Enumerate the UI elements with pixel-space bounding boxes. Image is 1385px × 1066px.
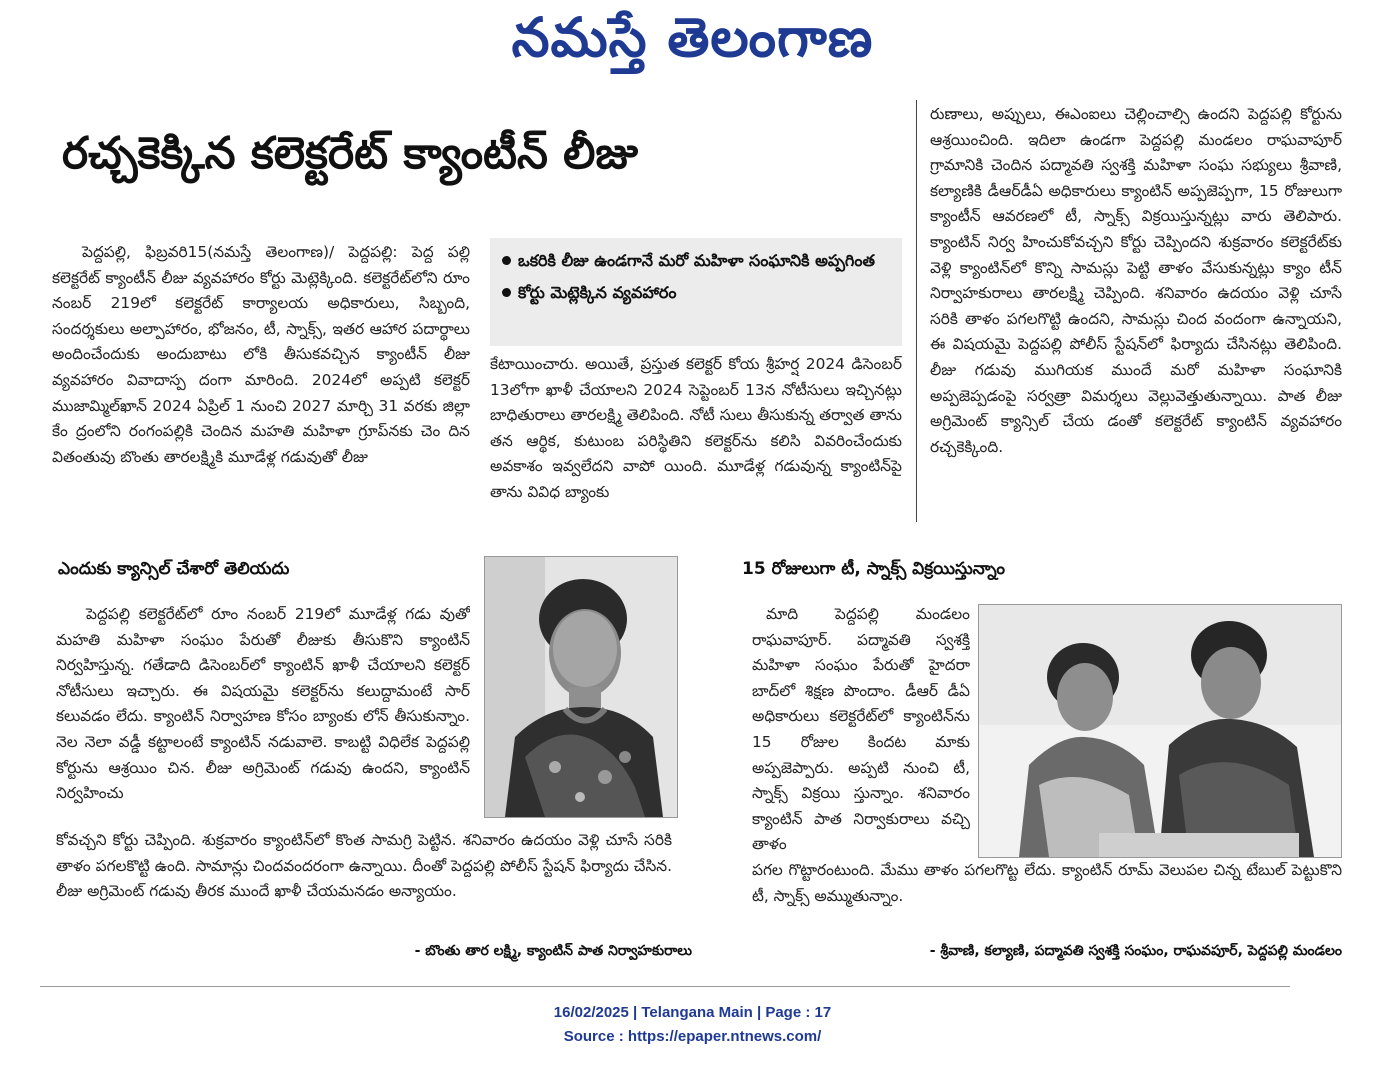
woman-portrait-image [485,557,677,817]
highlight-item [498,278,892,308]
divider [0,96,1385,97]
article-text: కేటాయించారు. అయితే, ప్రస్తుత కలెక్టర్ కోయ శ్రీహర్ష 2024 డిసెంబర్ 13లోగా ఖాళీ చేయాలని 2024 సెప్టెంబర్ 13న నోటీసులు ఇచ్చినట్లు బాధితురాలు తారలక్ష్మి తెలిపింది. నోటీ సులు తీసుకున్న తర్వాత తాను తన ఆర్థిక, కుటుంబ పరిస్థితిని కలెక్టర్‌ను కలిసి వివరించేందుకు అవకాశం ఇవ్వలేదని వాపో యింది. మూడేళ్ల గడువున్న క్యాంటిన్‌పై తాను వివిధ బ్యాంకు [490,355,902,501]
quote-text [56,602,470,828]
article-column-2 [490,352,902,522]
footer-date-line: 16/02/2025 | Telangana Main | Page : 17 [553,1004,832,1021]
quote-paragraph: పగల గొట్టారంటుంది. మేము తాళం పగలగొట్ట లేదు. క్యాంటిన్ రూమ్ వెలుపల చిన్న టేబుల్ పెట్టుకొని టీ, స్నాక్స్ అమ్ముతున్నాం. [752,861,1342,905]
article-text: రుణాలు, అప్పులు, ఈఎంఐలు చెల్లించాల్సి ఉందని పెద్దపల్లి కోర్టును ఆశ్రయించింది. ఇదిలా ఉండగా పెద్దపల్లి మండలం రాఘవాపూర్ గ్రామానికి చెందిన పద్మావతి స్వశక్తి మహిళా సంఘ సభ్యులు శ్రీవాణి, కల్యాణికి డీఆర్‌డీఏ అధికారులు క్యాంటిన్ అప్పజెప్పగా, 15 రోజులుగా క్యాంటీన్ ఆవరణలో టీ, స్నాక్స్ విక్రయిస్తున్నట్లు వారు తెలిపారు. క్యాంటిన్ నిర్వ హించుకోవచ్చని కోర్టు చెప్పిందని శుక్రవారం కలెక్టరేట్‌కు వెళ్లి క్యాంటిన్‌లో కొన్ని సామస్లు పెట్టి తాళం వేసుకున్నట్లు క్యాం టీన్ నిర్వాహకురాలు తారలక్ష్మి చెప్పింది. శనివారం ఉదయం వెళ్లి చూసే సరికి తాళం పగలగొట్టి ఉందని, సామస్లు చింద వందంగా ఉన్నాయని, ఈ విషయమై పెద్దపల్లి పోలీస్ స్టేషన్‌లో ఫిర్యాదు చేసినట్లు తెలిపింది. లీజు గడువు ముగియక ముందే మరో మహిళా సంఘానికి అప్పజెప్పడంపై సర్వత్రా విమర్శలు వెల్లువెత్తుతున్నాయి. పాత లీజు అగ్రిమెంట్ క్యాన్సిల్ చేయ డంతో కలెక్టరేట్ క్యాంటిన్ వ్యవహారం రచ్చకెక్కింది. [930,105,1342,456]
footer-source-line: Source : https://epaper.ntnews.com/ [563,1028,822,1045]
box-title: ఎందుకు క్యాన్సిల్ చేశారో తెలియదు [58,559,290,579]
divider [40,534,1350,535]
quote-text [56,828,672,940]
column-divider [916,100,917,522]
masthead-logo: నమస్తే తెలంగాణ [511,6,874,69]
quote-signature: - బొంతు తార లక్ష్మి, క్యాంటిన్ పాత నిర్వాహకురాలు [414,943,692,959]
bullet-dot-icon [502,288,511,297]
portrait-photo [484,556,678,818]
article-column-1 [52,240,470,522]
highlight-text: ఒకరికి లీజు ఉండగానే మరో మహిళా సంఘానికి అప్పగింత [518,251,875,270]
highlight-item [498,246,892,276]
quote-text [752,858,1342,938]
quote-paragraph: మాది పెద్దపల్లి మండలం రాఘవాపూర్. పద్మావతి స్వశక్తి మహిళా సంఘం పేరుతో హైదరా బాద్‌లో శిక్షణ పొందాం. డీఆర్ డీఏ అధికారులు కలెక్టరేట్‌లో క్యాంటిన్‌ను 15 రోజుల కిందట మాకు అప్పజెప్పారు. అప్పటి నుంచి టీ, స్నాక్స్ విక్రయి స్తున్నాం. శనివారం క్యాంటిన్ పాత నిర్వాకురాలు వచ్చి తాళం [752,605,970,854]
article-text: పెద్దపల్లి, ఫిబ్రవరి15(నమస్తే తెలంగాణ)/ పెద్దపల్లి: పెద్ద పల్లి కలెక్టరేట్ క్యాంటీన్ లీజు వ్యవహారం కోర్టు మెట్లెక్కింది. కలెక్టరేట్‌లోని రూం నంబర్ 219లో కలెక్టరేట్ కార్యాలయ అధికారులు, సిబ్బంది, సందర్శకులు అల్పాహారం, భోజనం, టీ, స్నాక్స్, ఇతర ఆహార పదార్థాలు అందించేందుకు అందుబాటు లోకి తీసుకవచ్చిన క్యాంటీన్ లీజు వ్యవహారం వివాదాస్ప దంగా మారింది. 2024లో అప్పటి కలెక్టర్ ముజామ్మిల్‌ఖాన్ 2024 ఏప్రిల్ 1 నుంచి 2027 మార్చి 31 వరకు జిల్లా కేం ద్రంలోని రంగంపల్లికి చెందిన మహతి మహిళా గ్రూప్‌నకు చెం దిన వితంతువు బొంతు తారలక్ష్మికి మూడేళ్ల గడువుతో లీజు [52,243,470,466]
bullet-dot-icon [502,256,511,265]
box-title: 15 రోజులుగా టీ, స్నాక్స్ విక్రయిస్తున్నాం [742,559,1006,579]
quote-text [752,602,970,854]
headline: రచ్చకెక్కిన కలెక్టరేట్ క్యాంటీన్ లీజు [62,128,639,179]
highlight-box [490,238,902,346]
quote-signature: - శ్రీవాణి, కల్యాణి, పద్మావతి స్వశక్తి సంఘం, రాఘవపూర్, పెద్దపల్లి మండలం [929,943,1342,959]
two-women-image [979,605,1341,857]
quote-paragraph: పెద్దపల్లి కలెక్టరేట్‌లో రూం నంబర్ 219లో మూడేళ్ల గడు వుతో మహతి మహిళా సంఘం పేరుతో లీజుకు తీసుకొని క్యాంటిన్ నిర్వహిస్తున్న. గతేడాది డిసెంబర్‌లో క్యాంటిన్ ఖాళీ చేయాలని కలెక్టర్ నోటీసులు ఇచ్చారు. ఈ విషయమై కలెక్టర్‌ను కలుద్దామంటే సార్ కలువడం లేదు. క్యాంటిన్ నిర్వాహణ కోసం బ్యాంకు లోన్ తీసుకున్నాం. నెల నెలా వడ్డీ కట్టాలంటే క్యాంటిన్ నడువాలె. కాబట్టి విధిలేక పెద్దపల్లి కోర్టును ఆశ్రయిం చిన. లీజు అగ్రిమెంట్ గడువు ఉందని, క్యాంటిన్ నిర్వహించు [56,605,470,803]
article-column-3 [930,102,1342,522]
two-women-photo [978,604,1342,858]
divider [40,986,1290,987]
highlight-text: కోర్టు మెట్లెక్కిన వ్యవహారం [518,283,677,302]
quote-paragraph: కోవచ్చని కోర్టు చెప్పింది. శుక్రవారం క్యాంటిన్‌లో కొంత సామగ్రి పెట్టిన. శనివారం ఉదయం వెళ్లి చూసే సరికి తాళం పగలకొట్టి ఉంది. సామాన్లు చిందవందరంగా ఉన్నాయి. దీంతో పెద్దపల్లి పోలీస్ స్టేషన్ ఫిర్యాదు చేసిన. లీజు అగ్రిమెంట్ గడువు తీరక ముందే ఖాళీ చేయమనడం అన్యాయం. [56,831,672,901]
